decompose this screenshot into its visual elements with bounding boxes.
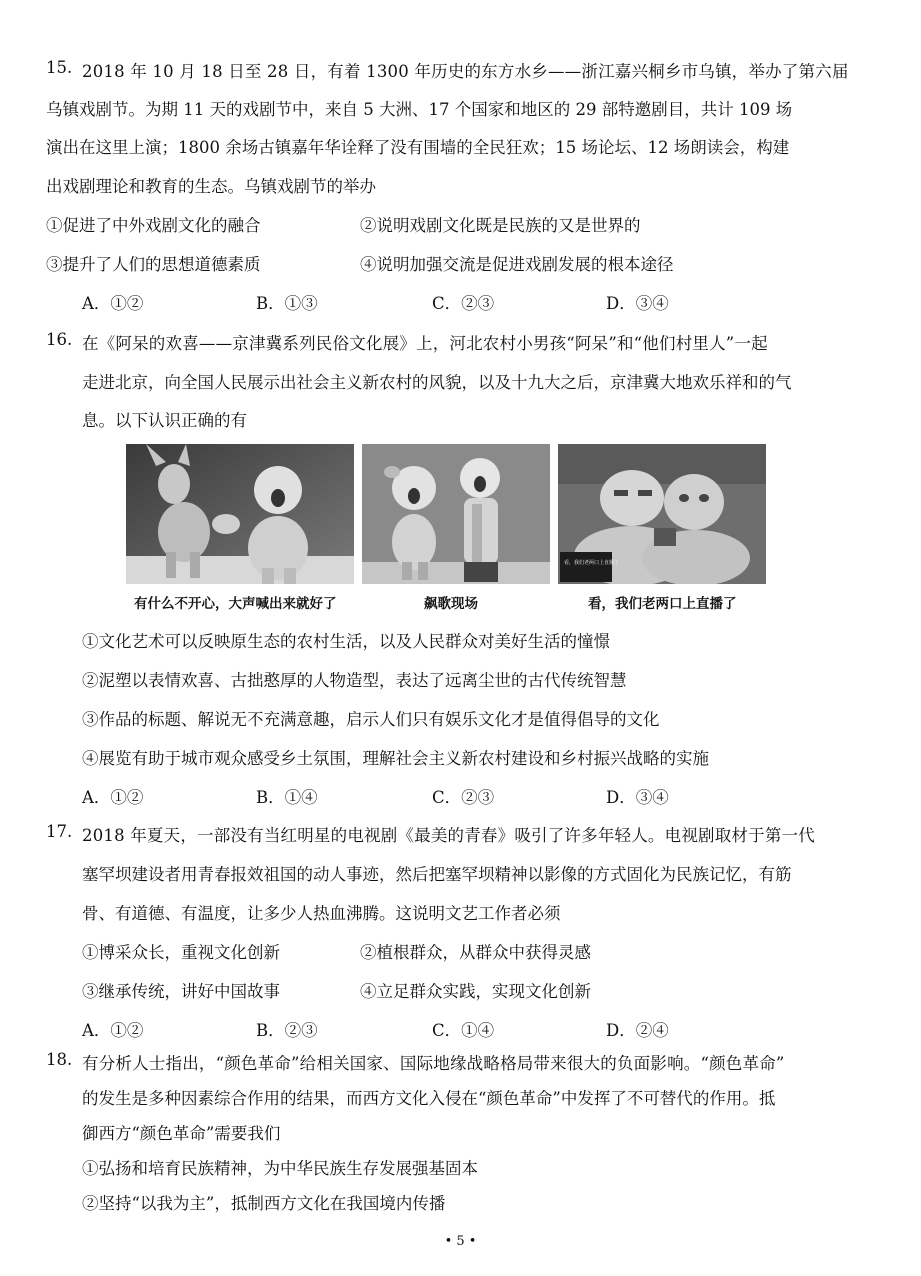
photo-caption: 有什么不开心，大声喊出来就好了 <box>134 596 337 612</box>
choice-d: D．③④ <box>606 788 669 807</box>
option-1: ①弘扬和培育民族精神，为中华民族生存发展强基固本 <box>82 1159 478 1178</box>
sign-text: 看，我们老两口上直播了 <box>564 560 620 566</box>
choice-a: A．①② <box>82 1021 144 1040</box>
option-1: ①促进了中外戏剧文化的融合 <box>46 216 261 235</box>
question-text-line: 2018 年 10 月 18 日至 28 日，有着 1300 年历史的东方水乡——浙江嘉兴桐乡市乌镇，举办了第六届 <box>82 62 849 81</box>
clay-figure-photo-1 <box>126 444 354 612</box>
clay-figures-singing-image <box>362 444 550 584</box>
choice-d: D．③④ <box>606 294 669 313</box>
choice-b: B．①④ <box>256 788 318 807</box>
option-4: ④说明加强交流是促进戏剧发展的根本途径 <box>360 255 674 274</box>
question-text-line: 有分析人士指出，“颜色革命”给相关国家、国际地缘战略格局带来很大的负面影响。“颜色革命” <box>82 1054 785 1073</box>
choice-a: A．①② <box>82 788 144 807</box>
question-text-line: 出戏剧理论和教育的生态。乌镇戏剧节的举办 <box>46 177 376 196</box>
choice-d: D．②④ <box>606 1021 669 1040</box>
option-2: ②泥塑以表情欢喜、古拙憨厚的人物造型，表达了远离尘世的古代传统智慧 <box>82 671 627 690</box>
option-3: ③提升了人们的思想道德素质 <box>46 255 261 274</box>
choice-b: B．①③ <box>256 294 318 313</box>
option-1: ①博采众长，重视文化创新 <box>82 943 280 962</box>
clay-figures-old-couple-image <box>558 444 766 584</box>
question-number: 17. <box>46 822 73 841</box>
choice-c: C．①④ <box>432 1021 495 1040</box>
question-text-line: 塞罕坝建设者用青春报效祖国的动人事迹，然后把塞罕坝精神以影像的方式固化为民族记忆，有筋 <box>82 865 792 884</box>
clay-figures-donkey-boy-image <box>126 444 354 584</box>
question-text-line: 御西方“颜色革命”需要我们 <box>82 1124 281 1143</box>
question-text-line: 2018 年夏天，一部没有当红明星的电视剧《最美的青春》吸引了许多年轻人。电视剧取材于第一代 <box>82 826 815 845</box>
photo-caption: 看，我们老两口上直播了 <box>588 596 737 612</box>
photo-caption: 飙歌现场 <box>424 596 478 612</box>
question-text-line: 在《阿呆的欢喜——京津冀系列民俗文化展》上，河北农村小男孩“阿呆”和“他们村里人”一起 <box>82 334 768 353</box>
clay-figure-photo-2 <box>362 444 550 612</box>
option-3: ③继承传统，讲好中国故事 <box>82 982 280 1001</box>
question-number: 15. <box>46 58 73 77</box>
option-4: ④展览有助于城市观众感受乡土氛围，理解社会主义新农村建设和乡村振兴战略的实施 <box>82 749 709 768</box>
option-2: ②坚持“以我为主”，抵制西方文化在我国境内传播 <box>82 1194 446 1213</box>
option-4: ④立足群众实践，实现文化创新 <box>360 982 591 1001</box>
question-text-line: 演出在这里上演；1800 余场古镇嘉年华诠释了没有围墙的全民狂欢；15 场论坛、12 场朗读会，构建 <box>46 138 790 157</box>
question-text-line: 走进北京，向全国人民展示出社会主义新农村的风貌，以及十九大之后，京津冀大地欢乐祥和的气 <box>82 373 792 392</box>
question-text-line: 骨、有道德、有温度，让多少人热血沸腾。这说明文艺工作者必须 <box>82 904 561 923</box>
figure-row <box>126 444 766 612</box>
choice-b: B．②③ <box>256 1021 318 1040</box>
question-text-line: 乌镇戏剧节。为期 11 天的戏剧节中，来自 5 大洲、17 个国家和地区的 29 部特邀剧目，共计 109 场 <box>46 100 793 119</box>
question-number: 18. <box>46 1050 73 1069</box>
question-text-line: 息。以下认识正确的有 <box>82 411 247 430</box>
question-text-line: 的发生是多种因素综合作用的结果，而西方文化入侵在“颜色革命”中发挥了不可替代的作用。抵 <box>82 1089 776 1108</box>
choice-c: C．②③ <box>432 788 495 807</box>
choice-a: A．①② <box>82 294 144 313</box>
question-number: 16. <box>46 330 73 349</box>
option-3: ③作品的标题、解说无不充满意趣，启示人们只有娱乐文化才是值得倡导的文化 <box>82 710 660 729</box>
option-2: ②说明戏剧文化既是民族的又是世界的 <box>360 216 641 235</box>
option-2: ②植根群众，从群众中获得灵感 <box>360 943 591 962</box>
choice-c: C．②③ <box>432 294 495 313</box>
clay-figure-photo-3 <box>558 444 766 612</box>
option-1: ①文化艺术可以反映原生态的农村生活，以及人民群众对美好生活的憧憬 <box>82 632 610 651</box>
page-number: • 5 • <box>444 1234 477 1249</box>
